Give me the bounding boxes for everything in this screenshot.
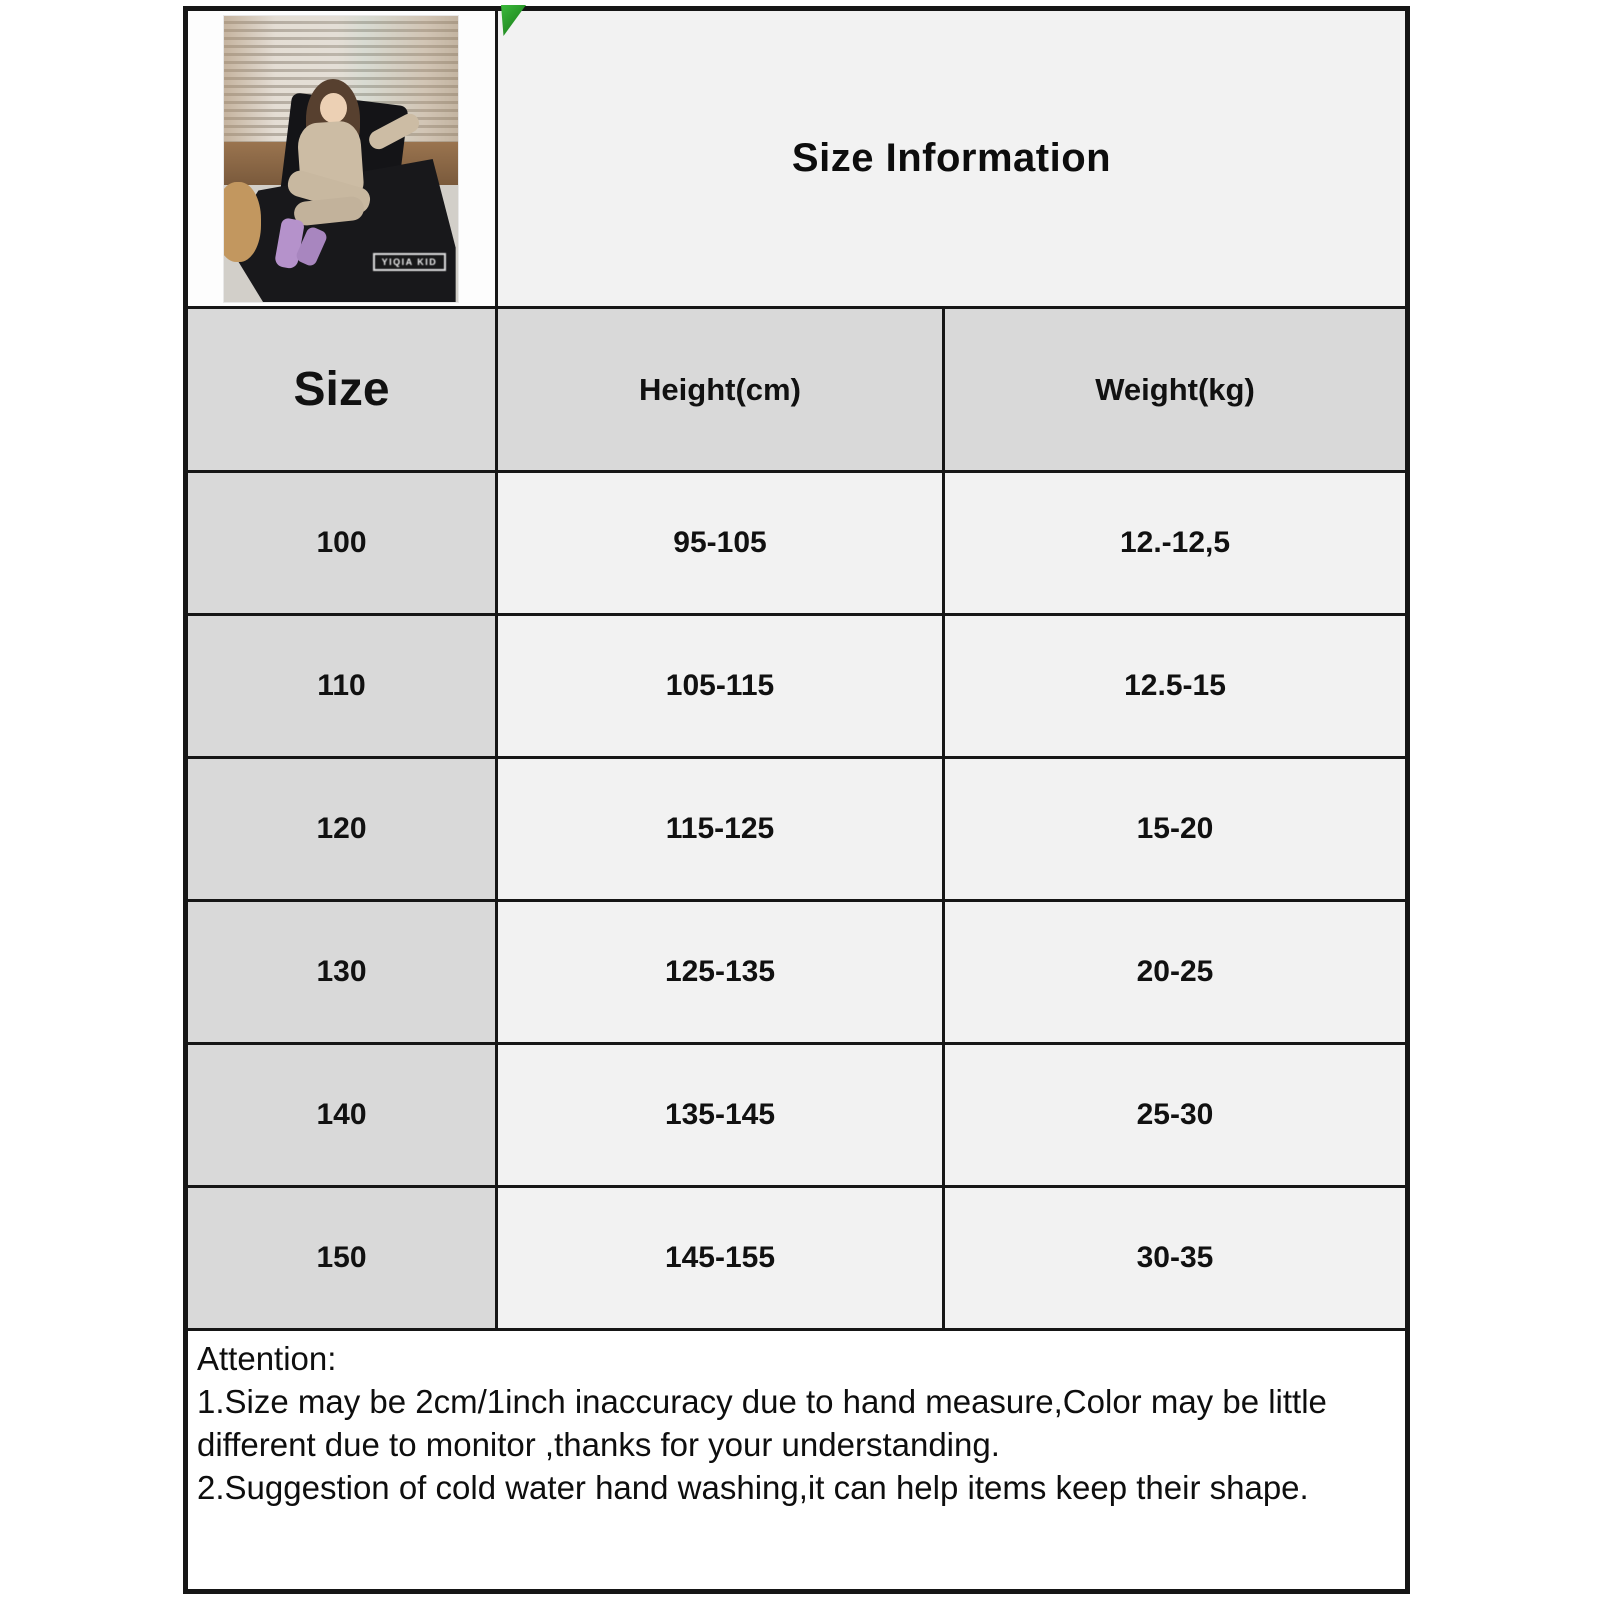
size-cell: 140 — [188, 1045, 498, 1188]
column-header-weight: Weight(kg) — [945, 309, 1405, 473]
column-header-height: Height(cm) — [498, 309, 945, 473]
product-photo-cell — [188, 11, 498, 309]
weight-cell: 12.-12,5 — [945, 473, 1405, 616]
photo-child-face — [320, 93, 347, 123]
weight-cell: 12.5-15 — [945, 616, 1405, 759]
height-cell: 105-115 — [498, 616, 945, 759]
size-cell: 120 — [188, 759, 498, 902]
weight-cell: 25-30 — [945, 1045, 1405, 1188]
attention-note-2: 2.Suggestion of cold water hand washing,it can help items keep their shape. — [197, 1469, 1309, 1506]
attention-note-1: 1.Size may be 2cm/1inch inaccuracy due to hand measure,Color may be little different due to monitor ,thanks for your understanding. — [197, 1383, 1327, 1463]
page-title: Size Information — [498, 11, 1405, 309]
attention-heading: Attention: — [197, 1340, 337, 1377]
product-photo — [224, 16, 458, 302]
weight-cell: 30-35 — [945, 1188, 1405, 1331]
weight-cell: 20-25 — [945, 902, 1405, 1045]
height-cell: 95-105 — [498, 473, 945, 616]
size-chart-sheet — [183, 6, 1410, 1594]
size-cell: 110 — [188, 616, 498, 759]
size-cell: 130 — [188, 902, 498, 1045]
height-cell: 135-145 — [498, 1045, 945, 1188]
column-header-size: Size — [188, 309, 498, 473]
weight-cell: 15-20 — [945, 759, 1405, 902]
size-cell: 150 — [188, 1188, 498, 1331]
height-cell: 115-125 — [498, 759, 945, 902]
height-cell: 145-155 — [498, 1188, 945, 1331]
size-cell: 100 — [188, 473, 498, 616]
photo-brand-watermark: YIQIA KID — [373, 253, 447, 271]
attention-notes — [188, 1331, 1405, 1589]
height-cell: 125-135 — [498, 902, 945, 1045]
